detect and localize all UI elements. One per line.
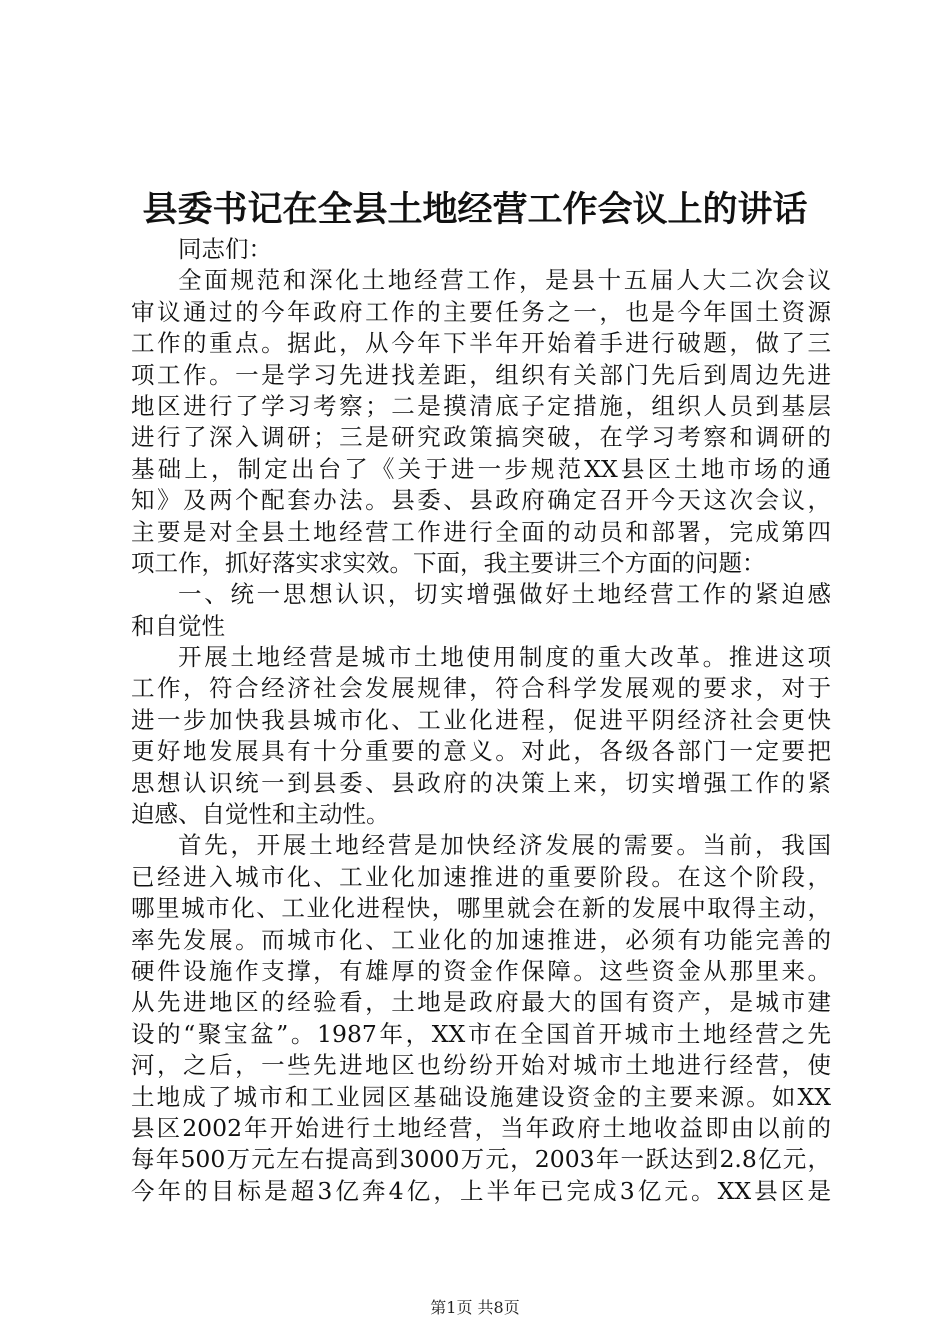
text-line: 率先发展。而城市化、工业化的加速推进，必须有功能完善的 <box>131 925 831 954</box>
text-line: 首先，开展土地经营是加快经济发展的需要。当前，我国 <box>178 831 831 860</box>
text-line: 知》及两个配套办法。县委、县政府确定召开今天这次会议， <box>131 486 831 515</box>
text-line: 今年的目标是超3亿奔4亿，上半年已完成3亿元。XX县区是 <box>131 1176 831 1205</box>
document-title: 县委书记在全县土地经营工作会议上的讲话 <box>142 189 808 230</box>
text-line: 土地成了城市和工业园区基础设施建设资金的主要来源。如XX <box>131 1082 831 1111</box>
text-line: 设的“聚宝盆”。1987年，XX市在全国首开城市土地经营之先 <box>131 1019 831 1048</box>
text-line: 全面规范和深化土地经营工作，是县十五届人大二次会议 <box>178 266 831 295</box>
text-line: 同志们： <box>178 235 272 263</box>
page-footer: 第1页 共8页 <box>430 1298 520 1317</box>
text-line: 项工作。一是学习先进找差距，组织有关部门先后到周边先进 <box>131 360 831 389</box>
text-line: 基础上，制定出台了《关于进一步规范XX县区土地市场的通 <box>131 454 831 483</box>
text-line: 审议通过的今年政府工作的主要任务之一，也是今年国土资源 <box>131 297 831 326</box>
text-line: 工作的重点。据此，从今年下半年开始着手进行破题，做了三 <box>131 329 831 358</box>
text-line: 主要是对全县土地经营工作进行全面的动员和部署，完成第四 <box>131 517 831 546</box>
text-line: 工作，符合经济社会发展规律，符合科学发展观的要求，对于 <box>131 674 831 703</box>
text-line: 已经进入城市化、工业化加速推进的重要阶段。在这个阶段， <box>131 862 831 891</box>
text-line: 进一步加快我县城市化、工业化进程，促进平阴经济社会更快 <box>131 705 831 734</box>
text-line: 迫感、自觉性和主动性。 <box>131 800 390 829</box>
text-line: 每年500万元左右提高到3000万元，2003年一跃达到2.8亿元， <box>131 1145 831 1174</box>
text-line: 进行了深入调研；三是研究政策搞突破，在学习考察和调研的 <box>131 423 831 452</box>
text-line: 开展土地经营是城市土地使用制度的重大改革。推进这项 <box>178 643 831 672</box>
text-line: 更好地发展具有十分重要的意义。对此，各级各部门一定要把 <box>131 737 831 766</box>
text-line: 项工作，抓好落实求实效。下面，我主要讲三个方面的问题： <box>131 548 766 577</box>
text-line: 一、统一思想认识，切实增强做好土地经营工作的紧迫感 <box>178 580 831 609</box>
text-line: 和自觉性 <box>131 611 225 640</box>
text-line: 县区2002年开始进行土地经营，当年政府土地收益即由以前的 <box>131 1113 831 1142</box>
document-body <box>131 234 831 1207</box>
text-line: 哪里城市化、工业化进程快，哪里就会在新的发展中取得主动， <box>131 894 831 923</box>
text-line: 地区进行了学习考察；二是摸清底子定措施，组织人员到基层 <box>131 391 831 420</box>
text-line: 从先进地区的经验看，土地是政府最大的国有资产，是城市建 <box>131 988 831 1017</box>
text-line: 硬件设施作支撑，有雄厚的资金作保障。这些资金从那里来。 <box>131 956 831 985</box>
text-line: 思想认识统一到县委、县政府的决策上来，切实增强工作的紧 <box>131 768 831 797</box>
text-line: 河，之后，一些先进地区也纷纷开始对城市土地进行经营，使 <box>131 1051 831 1080</box>
